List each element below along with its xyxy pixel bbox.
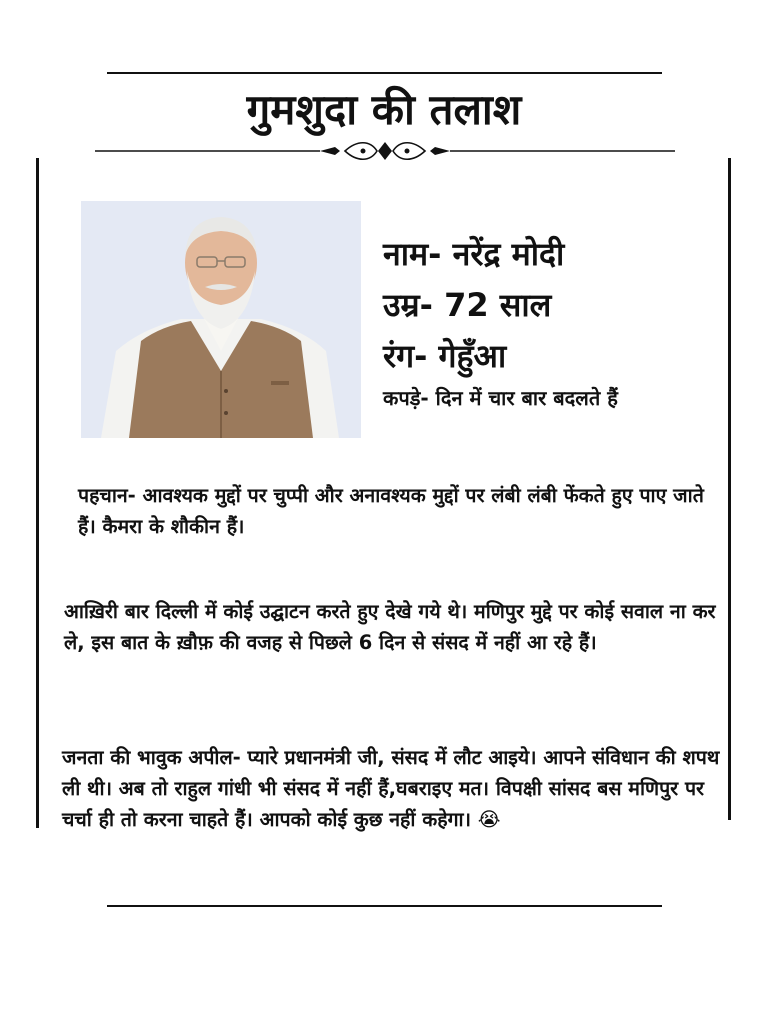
last-seen-paragraph: आख़िरी बार दिल्ली में कोई उद्घाटन करते हुए देखे गये थे। मणिपुर मुद्दे पर कोई सवाल ना कर ले, इस बात के ख़ौफ़ की वजह से पिछले 6 दिन से संसद में नहीं आ रहे हैं। <box>64 600 716 654</box>
age-field: उम्र- 72 साल <box>383 286 552 324</box>
name-field: नाम- नरेंद्र मोदी <box>383 235 565 273</box>
ornament-divider <box>95 138 675 164</box>
top-divider <box>107 72 662 74</box>
left-frame-bar <box>36 158 39 828</box>
poster-title: गुमशुदा की तलाश <box>246 85 522 134</box>
clothes-field: कपड़े- दिन में चार बार बदलते हैं <box>383 386 618 410</box>
complexion-field: रंग- गेहुँआ <box>383 337 507 375</box>
public-appeal-paragraph: जनता की भावुक अपील- प्यारे प्रधानमंत्री जी, संसद में लौट आइये। आपने संविधान की शपथ ली थी। अब तो राहुल गांधी भी संसद में नहीं हैं,घबराइए मत। विपक्षी सांसद बस मणिपुर पर चर्चा ही तो करना चाहते हैं। आपको कोई कुछ नहीं कहेगा। 😭 <box>62 746 720 831</box>
bottom-divider <box>107 905 662 907</box>
right-frame-bar <box>728 158 731 820</box>
missing-person-photo <box>81 201 361 438</box>
identity-paragraph: पहचान- आवश्यक मुद्दों पर चुप्पी और अनावश्यक मुद्दों पर लंबी लंबी फेंकते हुए पाए जाते हैं। कैमरा के शौकीन हैं। <box>78 484 704 538</box>
